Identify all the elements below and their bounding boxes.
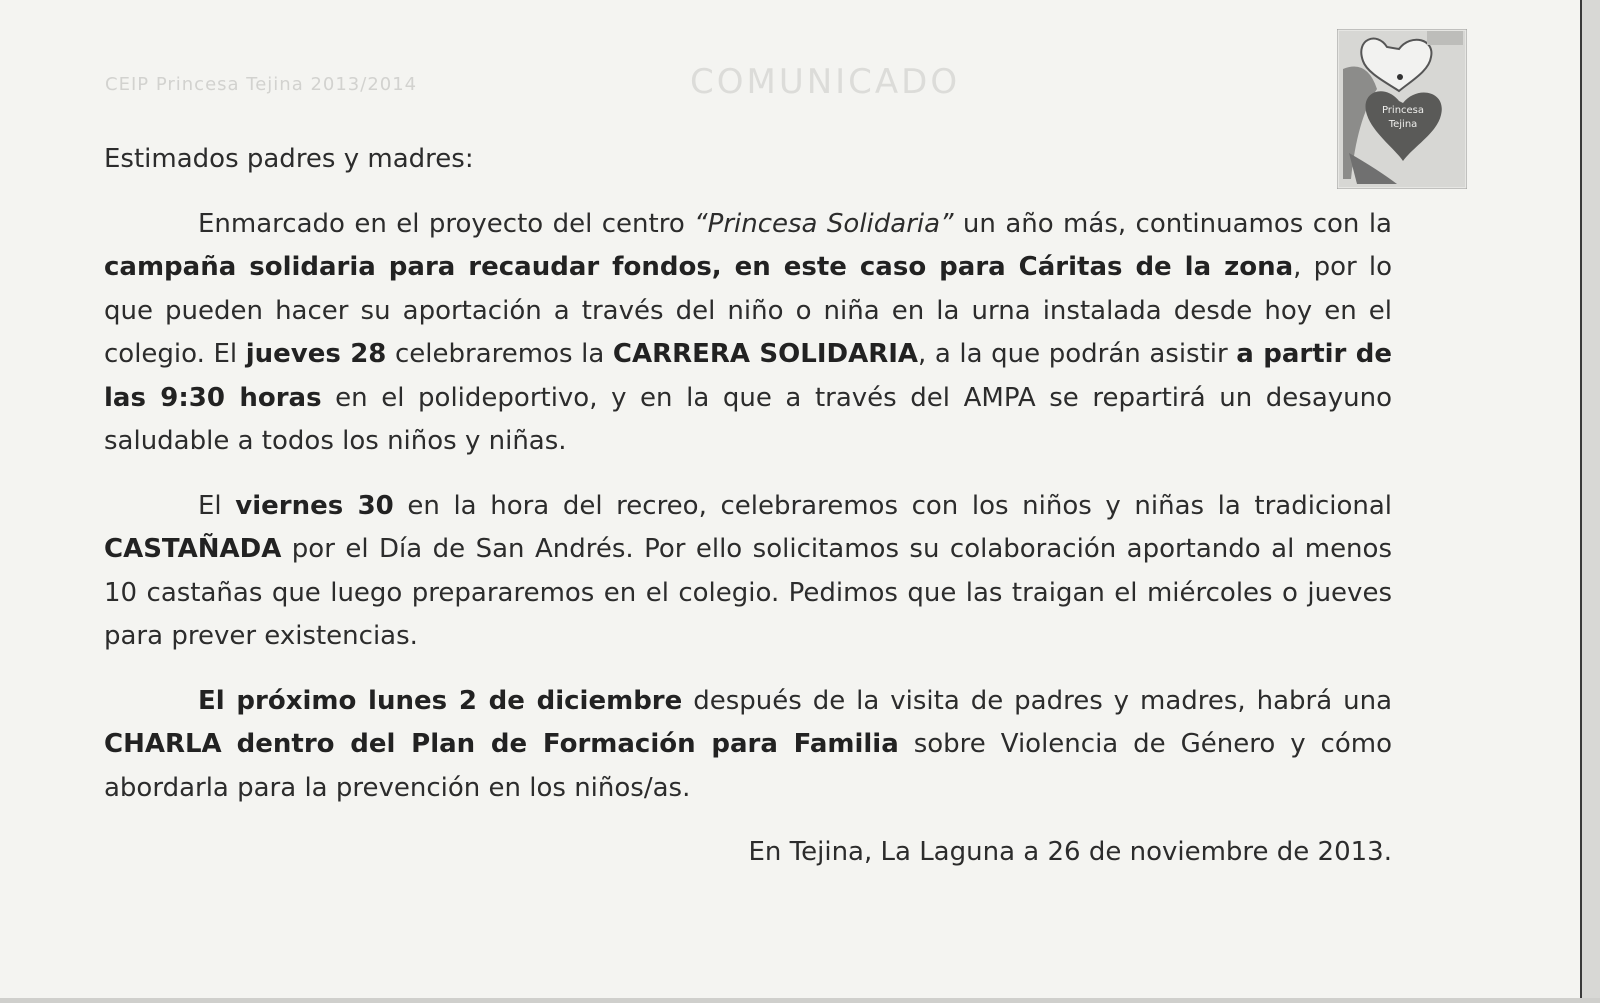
- paragraph-castanada: [104, 485, 1392, 659]
- p1-text: , a la que podrán asistir: [918, 339, 1237, 369]
- scan-edge-bottom: [0, 998, 1600, 1003]
- paragraph-campaign: [104, 203, 1392, 464]
- p2-text: El: [198, 490, 236, 521]
- faded-school-header: CEIP Princesa Tejina 2013/2014: [105, 74, 418, 95]
- p1-text: celebraremos la: [386, 339, 613, 369]
- p1-text: Enmarcado en el proyecto del centro: [198, 208, 695, 239]
- p3-text: después de la visita de padres y madres, habrá una: [682, 685, 1392, 716]
- p2-text: en la hora del recreo, celebraremos con los niños y niñas la tradicional: [393, 490, 1393, 521]
- p1-time-highlight: a partir de las 9:30 horas: [104, 339, 1392, 413]
- p1-campaign-highlight: campaña solidaria para recaudar fondos, en este caso para Cáritas de la zona: [104, 252, 1294, 282]
- p3-text: sobre Violencia de Género y cómo abordarla para la prevención en los niños/as.: [104, 729, 1392, 803]
- p1-text: , por lo que pueden hacer su aportación a través del niño o niña en la urna instalada desde hoy en el colegio. El: [104, 252, 1393, 369]
- p1-text: en el polideportivo, y en la que a través del AMPA se repartirá un desayuno saludable a todos los niños y niñas.: [104, 382, 1392, 456]
- p1-project-name: “Princesa Solidaria”: [694, 208, 954, 239]
- p1-event-highlight: CARRERA SOLIDARIA: [612, 339, 919, 369]
- p2-text: por el Día de San Andrés. Por ello solicitamos su colaboración aportando al menos 10 castañas que luego prepararemos en el colegio. Pedimos que las traigan el miércoles o jueves para prever existencias.: [104, 534, 1392, 651]
- p1-date-highlight: jueves 28: [245, 339, 387, 369]
- p3-text: [222, 729, 237, 759]
- p1-text: un año más, continuamos con la: [953, 208, 1392, 239]
- p3-event-highlight: CHARLA: [104, 729, 222, 759]
- logo-text-line2: Tejina: [1388, 119, 1418, 130]
- p2-event-highlight: CASTAÑADA: [104, 534, 282, 564]
- faded-document-title: COMUNICADO: [690, 62, 961, 102]
- paragraph-charla: [104, 680, 1392, 811]
- p2-date-highlight: viernes 30: [235, 490, 394, 521]
- salutation: Estimados padres y madres:: [104, 144, 474, 174]
- p3-plan-highlight: dentro del Plan de Formación para Familia: [236, 729, 899, 759]
- p3-date-highlight: El próximo lunes 2 de diciembre: [198, 685, 683, 716]
- logo-text-line1: Princesa: [1381, 105, 1425, 116]
- scan-edge-right: [1582, 0, 1600, 998]
- signoff-date-line: En Tejina, La Laguna a 26 de noviembre de 2013.: [748, 837, 1392, 867]
- letter-body: [104, 138, 1392, 875]
